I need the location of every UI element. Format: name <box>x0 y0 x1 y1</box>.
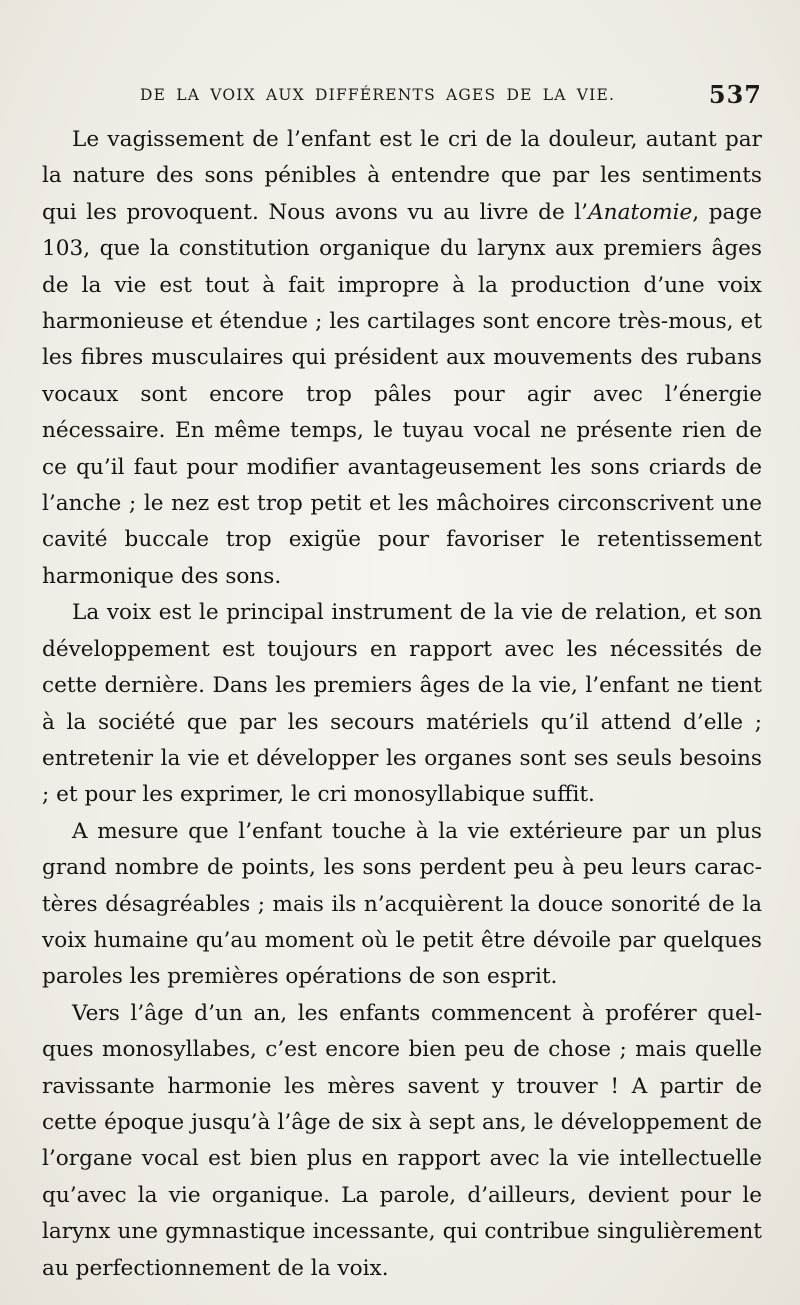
page-header <box>140 80 762 110</box>
paragraph-1 <box>42 122 762 595</box>
paragraph-1-text-after: , page 103, que la constitution organique du larynx aux premiers âges de la vie est tout à fait impropre à la production d’une voix harmonieuse et étendue ; les cartilages sont encore très-mous, et les fibres musculaires qui président aux mouvements des rubans vocaux sont encore trop pâles pour agir avec l’énergie nécessaire. En même temps, le tuyau vocal ne présente rien de ce qu’il faut pour modifier avantageusement les sons criards de l’anche ; le nez est trop petit et les mâchoires circonscrivent une cavité buccale trop exigüe pour favoriser le retentissement harmonique des sons. <box>42 199 763 589</box>
paragraph-3: A mesure que l’enfant touche à la vie extérieure par un plus grand nombre de points, les sons perdent peu à peu leurs caractères désagréables ; mais ils n’acquièrent la douce sonorité de la voix humaine qu’au moment où le petit être dévoile par quelques paroles les premières opérations de son esprit. <box>42 818 762 990</box>
page-number: 537 <box>708 80 762 109</box>
paragraph-4: Vers l’âge d’un an, les enfants commencent à proférer quelques monosyllabes, c’est encore bien peu de chose ; mais quelle ravissante harmonie les mères savent y trouver ! A partir de cette époque jusqu’à l’âge de six à sept ans, le développement de l’organe vocal est bien plus en rapport avec la vie intellectuelle qu’avec la vie organique. La parole, d’ailleurs, devient pour le larynx une gymnastique incessante, qui contribue singulièrement au perfectionnement de la voix. <box>42 1000 762 1281</box>
running-title: DE LA VOIX AUX DIFFÉRENTS AGES DE LA VIE. <box>140 86 616 104</box>
italic-anatomie: Anatomie <box>588 199 693 225</box>
body-text <box>42 122 762 1287</box>
paragraph-2: La voix est le principal instrument de la vie de relation, et son développement est toujours en rapport avec les nécessités de cette dernière. Dans les premiers âges de la vie, l’enfant ne tient à la société que par les secours matériels qu’il attend d’elle ; entretenir la vie et développer les organes sont ses seuls besoins ; et pour les exprimer, le cri monosyllabique suffit. <box>42 600 762 808</box>
paragraph-1-text-before: Le vagissement de l’enfant est le cri de la douleur, autant par la nature des sons pénibles à entendre que par les sentiments qui les provoquent. Nous avons vu au livre de l’ <box>42 127 762 225</box>
